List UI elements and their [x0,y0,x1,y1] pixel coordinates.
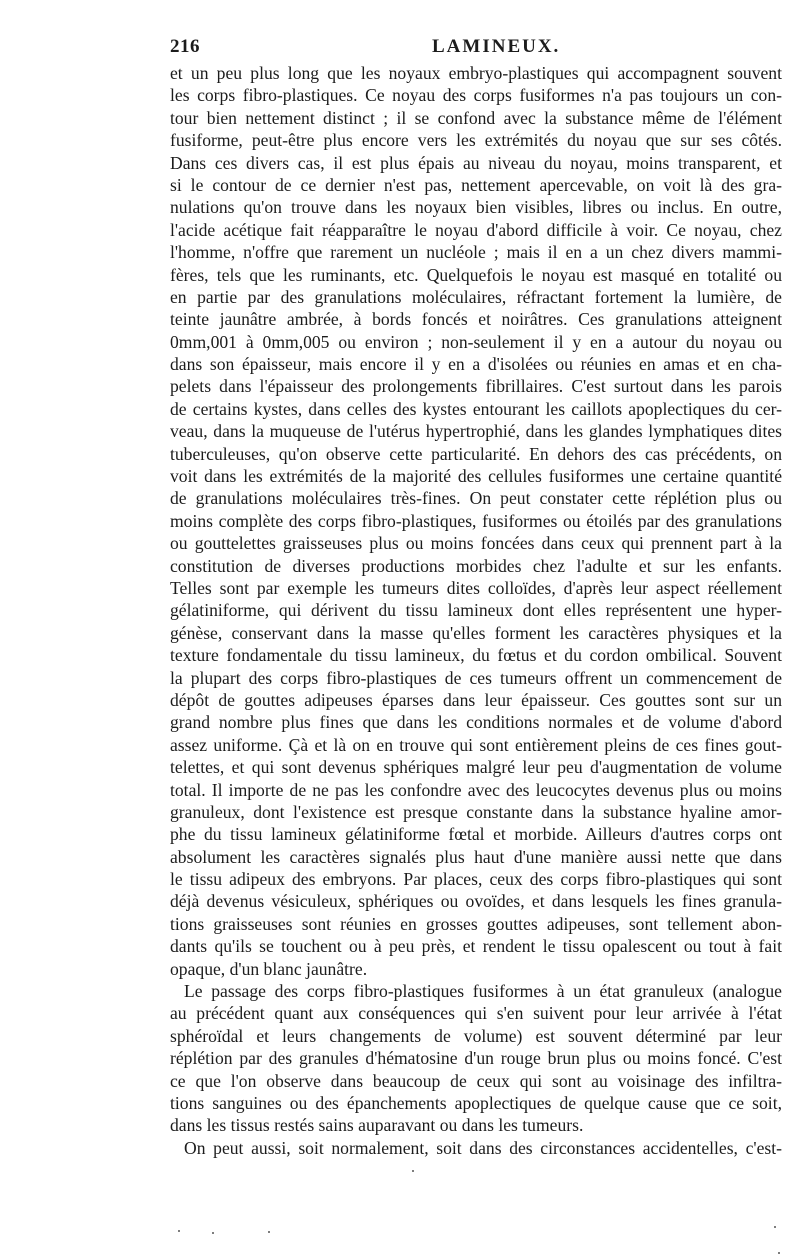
text-line: dans son épaisseur, mais encore il y en a d'isolées ou réunies en amas et en chа- [170,354,782,375]
text-line: tions sanguines ou des épanchements apoplectiques de quelque cause que ce soit, [170,1092,782,1113]
text-line: de granulations moléculaires très-fines. On peut constater cette réplétion plus ou [170,488,782,509]
text-line: déjà devenus vésiculeux, sphériques ou ovoïdes, et dans lesquels les fines granula- [170,891,782,912]
text-line: pelets dans l'épaisseur des prolongements fibrillaires. C'est surtout dans les parois [170,376,782,397]
paragraph-start-line: On peut aussi, soit normalement, soit dans des circonstances accidentelles, c'est- [184,1137,782,1158]
scan-speck [774,1226,776,1228]
text-line: réplétion par des granules d'hématosine d'un rouge brun plus ou moins foncé. C'est [170,1048,782,1069]
text-line: tuberculeuses, qu'on observe cette particularité. En dehors des cas précédents, on [170,443,782,464]
text-line: au précédent quant aux conséquences qui s'en suivent pour leur arrivée à l'état [170,1003,782,1024]
text-line: teinte jaunâtre ambrée, à bords foncés et noirâtres. Ces granulations atteignent [170,309,782,330]
text-line: gélatiniforme, qui dérivent du tissu lamineux dont elles représentent une hyper- [170,600,782,621]
text-line: et un peu plus long que les noyaux embryo-plastiques qui accompagnent souvent [170,63,782,83]
running-title: LAMINEUX. [432,36,561,57]
text-line: moins complète des corps fibro-plastiques, fusiformes ou étoilés par des granulations [170,510,782,531]
text-line: génèse, conservant dans la masse qu'elles forment les caractères physiques et la [170,622,782,643]
text-line: granuleux, dont l'existence est presque constante dans la substance hyaline amor- [170,801,782,822]
text-line: sphéroïdal et leurs changements de volume) est souvent déterminé par leur [170,1025,782,1046]
text-line: le tissu adipeux des embryons. Par places, ceux des corps fibro-plastiques qui sont [170,869,782,890]
text-line: voit dans les extrémités de la majorité des cellules fusiformes une certaine quantité [170,466,782,487]
text-line: grand nombre plus fines que dans les conditions normales et de volume d'abord [170,712,782,733]
text-line: tions graisseuses sont réunies en grosses gouttes adipeuses, sont tellement abon- [170,913,782,934]
text-line: phe du tissu lamineux gélatiniforme fœtal et morbide. Ailleurs d'autres corps ont [170,824,782,845]
text-line: dants qu'ils se touchent ou à peu près, et rendent le tissu opalescent ou tout à fait [170,936,782,957]
text-line: si le contour de ce dernier n'est pas, nettement apercevable, on voit là des gra- [170,174,782,195]
scan-speck [778,1252,780,1254]
text-line: veau, dans la muqueuse de l'utérus hypertrophié, dans les glandes lymphatiques dites [170,421,782,442]
text-line: en partie par des granulations moléculaires, réfractant fortement la lumière, de [170,286,782,307]
scan-speck [412,1170,414,1172]
scan-speck [178,1230,180,1232]
text-line: l'homme, n'offre que rarement un nucléole ; mais il en a un chez divers mammi- [170,242,782,263]
text-line: ce que l'on observe dans beaucoup de ceux qui sont au voisinage des infiltra- [170,1070,782,1091]
text-line: de certains kystes, dans celles des kystes entourant les caillots apoplectiques du cer- [170,398,782,419]
running-head [170,36,782,60]
text-line: nulations qu'on trouve dans les noyaux bien visibles, libres ou inclus. En outre, [170,197,782,218]
text-line: assez uniforme. Çà et là on en trouve qui sont entièrement pleins de ces fines gout- [170,734,782,755]
text-line: ou gouttelettes graisseuses plus ou moins foncées dans ceux qui prennent part à la [170,533,782,554]
text-line: l'acide acétique fait réapparaître le noyau d'abord difficile à voir. Ce noyau, chez [170,219,782,240]
text-line: telettes, et qui sont devenus sphériques malgré leur peu d'augmentation de volume [170,757,782,778]
text-line: total. Il importe de ne pas les confondre avec des leucocytes devenus plus ou moins [170,779,782,800]
text-line: fusiforme, peut-être plus encore vers les extrémités du noyau que sur ses côtés. [170,130,782,151]
scan-speck [268,1231,270,1233]
text-line: fères, tels que les ruminants, etc. Quelquefois le noyau est masqué en totalité ou [170,264,782,285]
text-line: 0mm,001 à 0mm,005 ou environ ; non-seulement il y en a autour du noyau ou [170,331,782,352]
text-line: absolument les caractères signalés plus haut d'une manière aussi nette que dans [170,846,782,867]
text-line: Dans ces divers cas, il est plus épais au niveau du noyau, moins transparent, et [170,152,782,173]
paragraph-end-line: opaque, d'un blanc jaunâtre. [170,958,368,979]
text-line: Telles sont par exemple les tumeurs dites colloïdes, d'après leur aspect réellement [170,577,782,598]
paragraph-end-line: dans les tissus restés sains auparavant ou dans les tumeurs. [170,1115,584,1136]
text-line: constitution de diverses productions morbides chez l'adulte et sur les enfants. [170,555,782,576]
page-number: 216 [170,36,200,57]
text-line: tour bien nettement distinct ; il se confond avec la substance même de l'élément [170,107,782,128]
scan-speck [212,1232,214,1234]
body-text [170,62,782,1159]
text-line: les corps fibro-plastiques. Ce noyau des corps fusiformes n'a pas toujours un con- [170,85,782,106]
text-line: dépôt de gouttes adipeuses éparses dans leur épaisseur. Ces gouttes sont sur un [170,689,782,710]
text-line: texture fondamentale du tissu lamineux, du fœtus et du cordon ombilical. Souvent [170,645,782,666]
paragraph-start-line: Le passage des corps fibro-plastiques fusiformes à un état granuleux (analogue [184,981,782,1002]
text-line: la plupart des corps fibro-plastiques de ces tumeurs offrent un commencement de [170,667,782,688]
